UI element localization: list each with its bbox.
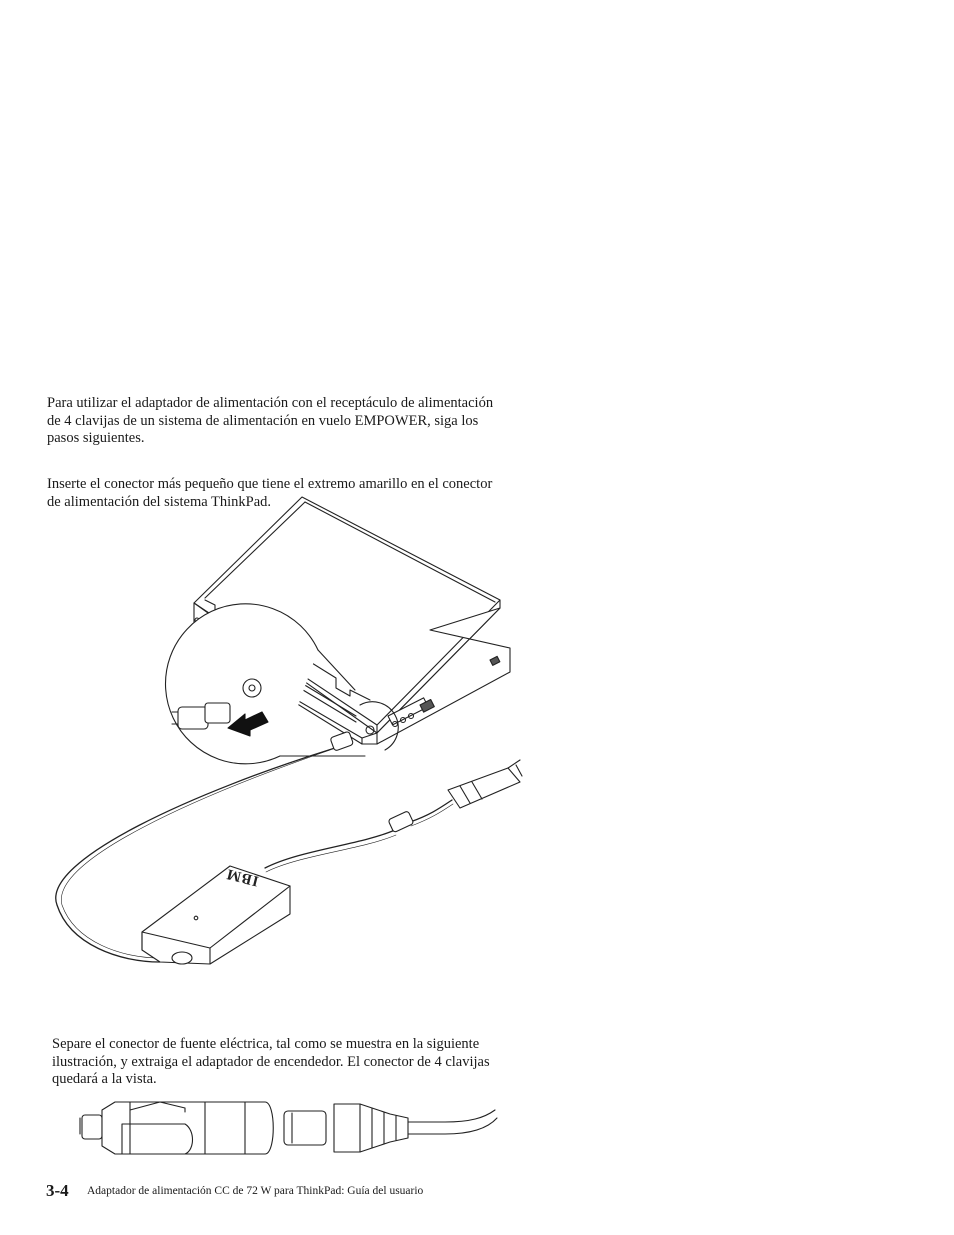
step1-line-1: Inserte el conector más pequeño que tiene el extremo amarillo en el conector bbox=[47, 476, 493, 492]
step2-line-2: ilustración, y extraiga el adaptador de encendedor. El conector de 4 clavijas bbox=[52, 1053, 490, 1070]
page-number: 3-4 bbox=[46, 1181, 69, 1200]
four-pin-connector-illustration bbox=[284, 1104, 497, 1152]
step2-line-1: Separe el conector de fuente eléctrica, tal como se muestra en la siguiente bbox=[52, 1036, 480, 1052]
step1-line-2: de alimentación del sistema ThinkPad. bbox=[47, 493, 272, 510]
adapter-logo-text: IBM bbox=[224, 865, 261, 889]
intro-line-2: de 4 clavijas de un sistema de alimentación en vuelo EMPOWER, siga los bbox=[47, 412, 479, 429]
step2-line-3: quedará a la vista. bbox=[52, 1071, 157, 1087]
footer-title: Adaptador de alimentación CC de 72 W para ThinkPad: Guía del usuario bbox=[87, 1185, 424, 1197]
lighter-adapter-illustration bbox=[80, 1102, 273, 1154]
intro-line-1: Para utilizar el adaptador de alimentación con el receptáculo de alimentación bbox=[47, 395, 494, 411]
intro-line-3: pasos siguientes. bbox=[47, 430, 145, 446]
